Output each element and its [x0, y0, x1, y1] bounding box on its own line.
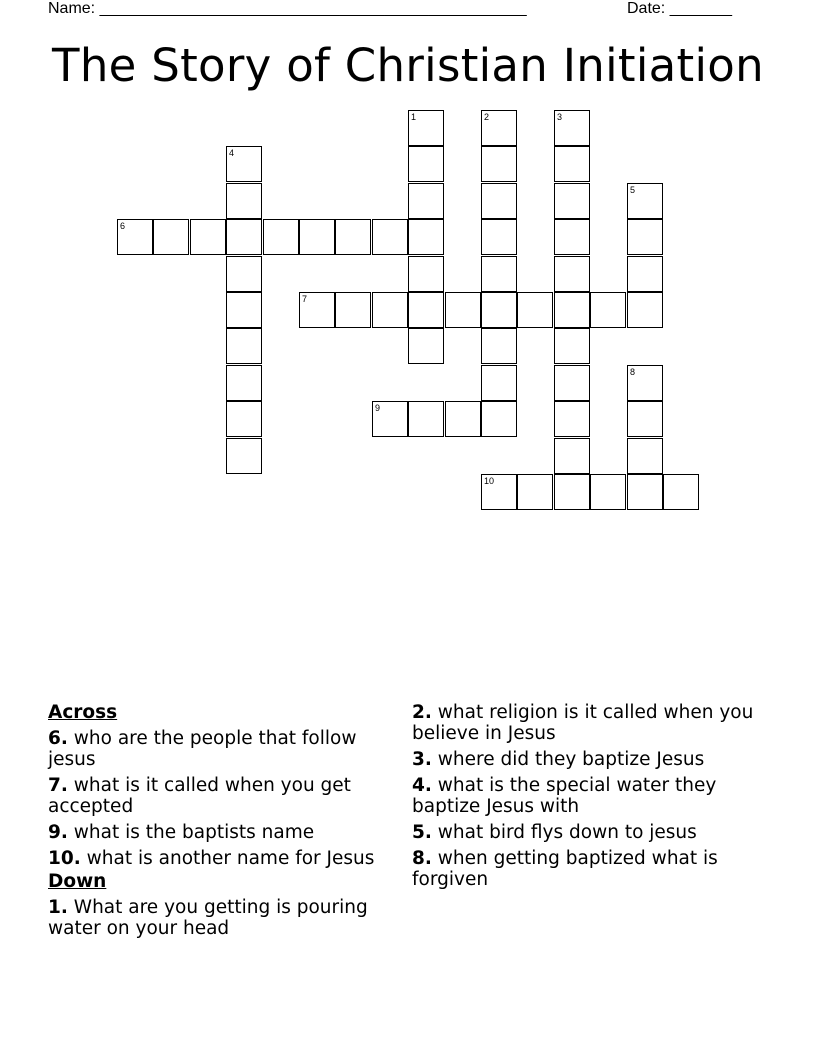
grid-cell[interactable] [554, 401, 590, 437]
grid-cell[interactable] [335, 219, 371, 255]
grid-cell[interactable] [481, 328, 517, 364]
clue-text: where did they baptize Jesus [431, 749, 705, 770]
grid-cell[interactable] [372, 219, 408, 255]
grid-cell[interactable] [226, 219, 262, 255]
clue-number-label: 2 [484, 112, 490, 122]
grid-cell[interactable] [481, 110, 517, 146]
grid-cell[interactable] [408, 328, 444, 364]
clue-text: what is the baptists name [67, 822, 315, 843]
clue-number: 7. [48, 775, 68, 796]
grid-cell[interactable] [226, 438, 262, 474]
grid-cell[interactable] [627, 183, 663, 219]
clue-number-label: 9 [375, 403, 381, 413]
grid-cell[interactable] [263, 219, 299, 255]
clue-number: 4. [412, 775, 432, 796]
grid-cell[interactable] [627, 401, 663, 437]
clue-number: 3. [412, 749, 432, 770]
clue-number-label: 7 [302, 294, 308, 304]
clue-text: what is it called when you get accepted [48, 775, 351, 817]
grid-cell[interactable] [226, 292, 262, 328]
grid-cell[interactable] [190, 219, 226, 255]
grid-cell[interactable] [372, 401, 408, 437]
grid-cell[interactable] [299, 292, 335, 328]
grid-cell[interactable] [627, 219, 663, 255]
grid-cell[interactable] [554, 438, 590, 474]
grid-cell[interactable] [517, 474, 553, 510]
grid-cell[interactable] [481, 292, 517, 328]
grid-cell[interactable] [554, 146, 590, 182]
name-field[interactable]: Name: ________________________________________________ [48, 0, 527, 17]
grid-cell[interactable] [226, 146, 262, 182]
grid-cell[interactable] [481, 219, 517, 255]
clue-text: when getting baptized what is forgiven [412, 848, 718, 890]
grid-cell[interactable] [590, 292, 626, 328]
clue-number-label: 4 [229, 148, 235, 158]
grid-cell[interactable] [554, 474, 590, 510]
grid-cell[interactable] [408, 183, 444, 219]
grid-cell[interactable] [481, 474, 517, 510]
across-clue [48, 848, 400, 869]
grid-cell[interactable] [481, 256, 517, 292]
grid-cell[interactable] [554, 219, 590, 255]
grid-cell[interactable] [226, 183, 262, 219]
grid-cell[interactable] [481, 401, 517, 437]
clue-number-label: 10 [484, 476, 495, 486]
clue-text: what bird flys down to jesus [431, 822, 697, 843]
clue-text: what is the special water they baptize Jesus with [412, 775, 717, 817]
grid-cell[interactable] [590, 474, 626, 510]
grid-cell[interactable] [153, 219, 189, 255]
clue-number: 6. [48, 728, 68, 749]
grid-cell[interactable] [226, 328, 262, 364]
grid-cell[interactable] [627, 256, 663, 292]
grid-cell[interactable] [627, 474, 663, 510]
clue-number: 5. [412, 822, 432, 843]
clue-number: 8. [412, 848, 432, 869]
down-heading: Down [48, 871, 107, 892]
grid-cell[interactable] [554, 256, 590, 292]
down-clue [412, 822, 757, 843]
grid-cell[interactable] [117, 219, 153, 255]
grid-cell[interactable] [554, 365, 590, 401]
down-clue [412, 702, 757, 744]
clue-number: 2. [412, 702, 432, 723]
grid-cell[interactable] [408, 401, 444, 437]
grid-cell[interactable] [335, 292, 371, 328]
clue-text: what religion is it called when you believe in Jesus [412, 702, 754, 744]
grid-cell[interactable] [408, 256, 444, 292]
down-clue [48, 897, 400, 939]
clue-text: what is another name for Jesus [80, 848, 375, 869]
down-clue [412, 848, 757, 890]
across-heading: Across [48, 702, 118, 723]
clue-number-label: 3 [557, 112, 563, 122]
grid-cell[interactable] [408, 110, 444, 146]
clue-number-label: 5 [630, 185, 636, 195]
grid-cell[interactable] [554, 292, 590, 328]
grid-cell[interactable] [481, 146, 517, 182]
clues-column-right [412, 702, 757, 895]
grid-cell[interactable] [408, 219, 444, 255]
across-clue [48, 822, 400, 843]
grid-cell[interactable] [627, 438, 663, 474]
clue-text: What are you getting is pouring water on your head [48, 897, 368, 939]
across-clue [48, 728, 400, 770]
grid-cell[interactable] [554, 183, 590, 219]
grid-cell[interactable] [408, 292, 444, 328]
grid-cell[interactable] [226, 401, 262, 437]
grid-cell[interactable] [445, 401, 481, 437]
grid-cell[interactable] [627, 292, 663, 328]
clue-number: 1. [48, 897, 68, 918]
grid-cell[interactable] [226, 365, 262, 401]
grid-cell[interactable] [372, 292, 408, 328]
grid-cell[interactable] [481, 365, 517, 401]
grid-cell[interactable] [226, 256, 262, 292]
grid-cell[interactable] [627, 365, 663, 401]
puzzle-title: The Story of Christian Initiation [52, 39, 764, 92]
grid-cell[interactable] [481, 183, 517, 219]
grid-cell[interactable] [554, 328, 590, 364]
grid-cell[interactable] [408, 146, 444, 182]
down-clue [412, 775, 757, 817]
grid-cell[interactable] [517, 292, 553, 328]
clue-number-label: 1 [411, 112, 417, 122]
across-clue [48, 775, 400, 817]
grid-cell[interactable] [445, 292, 481, 328]
down-clue [412, 749, 757, 770]
grid-cell[interactable] [663, 474, 699, 510]
clue-number-label: 8 [630, 367, 636, 377]
clue-number: 10. [48, 848, 81, 869]
grid-cell[interactable] [299, 219, 335, 255]
clue-number-label: 6 [120, 221, 126, 231]
clues-column-left [48, 702, 400, 944]
grid-cell[interactable] [554, 110, 590, 146]
clue-number: 9. [48, 822, 68, 843]
date-field[interactable]: Date: _______ [627, 0, 732, 17]
clue-text: who are the people that follow jesus [48, 728, 357, 770]
